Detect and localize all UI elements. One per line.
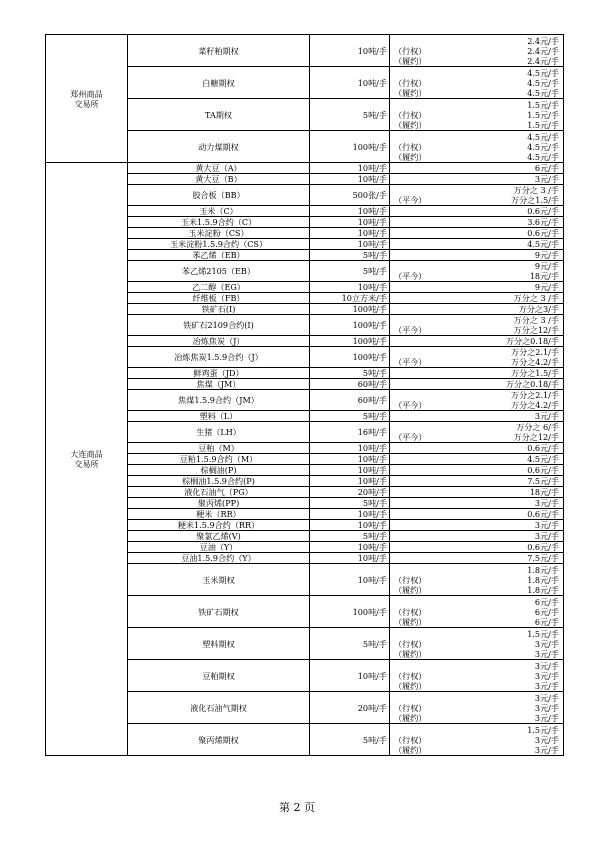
fee-cell xyxy=(390,509,564,520)
fee-value: 3元/手 xyxy=(534,670,559,681)
fee-cell xyxy=(390,35,564,67)
fee-value: 1.5元/手 xyxy=(527,724,559,735)
contract-unit: 60吨/手 xyxy=(310,390,390,411)
product-name: 苯乙烯（EB） xyxy=(128,250,310,261)
product-name: 菜籽粕期权 xyxy=(128,35,310,67)
contract-unit: 10吨/手 xyxy=(310,553,390,564)
fee-line xyxy=(392,575,561,585)
contract-unit: 10吨/手 xyxy=(310,35,390,67)
fee-value: 3元/手 xyxy=(534,520,559,530)
fee-cell xyxy=(390,368,564,379)
contract-unit: 100吨/手 xyxy=(310,347,390,368)
fee-value: 6元/手 xyxy=(534,163,559,173)
fee-line xyxy=(392,56,561,66)
exchange-name-line: 交易所 xyxy=(74,459,99,469)
fee-line xyxy=(392,607,561,617)
product-name: 乙二醇（EG） xyxy=(128,282,310,293)
fee-value: 2.4元/手 xyxy=(527,35,559,46)
fee-cell xyxy=(390,282,564,293)
fee-value: 1.5元/手 xyxy=(527,109,559,120)
fee-value: 万分之 3 /手 xyxy=(513,185,559,195)
fee-value: 3元/手 xyxy=(534,531,559,541)
contract-unit: 100吨/手 xyxy=(310,336,390,347)
fee-line xyxy=(392,185,561,195)
fee-line xyxy=(392,411,561,421)
fee-value: 3元/手 xyxy=(534,734,559,745)
fee-value: 0.6元/手 xyxy=(527,509,559,519)
fee-value: 万分之12/手 xyxy=(513,325,559,335)
fee-value: 7.5元/手 xyxy=(527,476,559,486)
fee-value: 3元/手 xyxy=(534,648,559,659)
fee-cell xyxy=(390,542,564,553)
exchange-name-line: 交易所 xyxy=(74,98,99,109)
fee-value: 3元/手 xyxy=(534,702,559,713)
fee-cell xyxy=(390,174,564,185)
fee-line xyxy=(392,597,561,607)
product-name: 液化石油气（PG） xyxy=(128,487,310,498)
fee-value: 1.8元/手 xyxy=(527,574,559,585)
fee-cell xyxy=(390,239,564,250)
fee-line xyxy=(392,693,561,703)
fee-tag: （行权） xyxy=(394,45,427,56)
fee-tag: （履约） xyxy=(394,680,427,691)
fee-value: 0.6元/手 xyxy=(527,465,559,475)
fee-cell xyxy=(390,465,564,476)
product-name: 豆粕（M） xyxy=(128,443,310,454)
fee-cell xyxy=(390,347,564,368)
fee-value: 万分之12/手 xyxy=(513,432,559,442)
fee-line xyxy=(392,46,561,56)
fee-line xyxy=(392,629,561,639)
fee-line xyxy=(392,432,561,442)
fee-value: 9元/手 xyxy=(534,250,559,260)
fee-tag: （履约） xyxy=(394,151,427,162)
product-name: 黄大豆（A） xyxy=(128,163,310,174)
fee-value: 4.5元/手 xyxy=(527,454,559,464)
fee-value: 6元/手 xyxy=(534,606,559,617)
fee-tag: （平今） xyxy=(394,325,427,335)
fee-value: 3元/手 xyxy=(534,498,559,508)
contract-unit: 20吨/手 xyxy=(310,487,390,498)
fee-line xyxy=(392,681,561,691)
fee-cell xyxy=(390,596,564,628)
fee-line xyxy=(392,132,561,142)
contract-unit: 60吨/手 xyxy=(310,379,390,390)
fee-cell xyxy=(390,724,564,756)
fee-line xyxy=(392,88,561,98)
fee-line xyxy=(392,476,561,486)
fee-line xyxy=(392,142,561,152)
fee-tag: （行权） xyxy=(394,670,427,681)
fee-line xyxy=(392,152,561,162)
fee-tag: （平今） xyxy=(394,195,427,205)
fee-line xyxy=(392,336,561,346)
fee-value: 1.5元/手 xyxy=(527,119,559,130)
fee-tag: （行权） xyxy=(394,606,427,617)
product-name: 胶合板（BB） xyxy=(128,185,310,206)
product-name: 动力煤期权 xyxy=(128,131,310,163)
contract-unit: 10吨/手 xyxy=(310,509,390,520)
fee-value: 9元/手 xyxy=(534,282,559,292)
fee-line xyxy=(392,661,561,671)
contract-unit: 100吨/手 xyxy=(310,131,390,163)
product-name: 焦煤（JM） xyxy=(128,379,310,390)
product-name: 聚丙烯(PP) xyxy=(128,498,310,509)
contract-unit: 5吨/手 xyxy=(310,411,390,422)
fee-value: 3元/手 xyxy=(534,174,559,184)
fee-line xyxy=(392,498,561,508)
fee-tag: （履约） xyxy=(394,119,427,130)
fee-cell xyxy=(390,520,564,531)
fee-line xyxy=(392,304,561,314)
fee-line xyxy=(392,649,561,659)
product-name: 玉米淀粉（CS） xyxy=(128,228,310,239)
fee-line xyxy=(392,100,561,110)
fee-cell xyxy=(390,628,564,660)
fee-value: 18元/手 xyxy=(529,487,559,497)
contract-unit: 10吨/手 xyxy=(310,163,390,174)
exchange-name-line: 大连商品 xyxy=(70,449,103,459)
contract-unit: 5吨/手 xyxy=(310,250,390,261)
fee-value: 万分之4.2/手 xyxy=(511,400,559,410)
fee-tag: （行权） xyxy=(394,734,427,745)
contract-unit: 10吨/手 xyxy=(310,217,390,228)
fee-cell xyxy=(390,261,564,282)
fee-value: 1.5元/手 xyxy=(527,628,559,639)
fee-value: 3元/手 xyxy=(534,712,559,723)
fee-line xyxy=(392,454,561,464)
fee-value: 3元/手 xyxy=(534,411,559,421)
fee-value: 1.8元/手 xyxy=(527,584,559,595)
fee-tag: （行权） xyxy=(394,702,427,713)
fee-cell xyxy=(390,67,564,99)
fee-line xyxy=(392,293,561,303)
fee-value: 1.8元/手 xyxy=(527,564,559,575)
fee-line xyxy=(392,379,561,389)
fee-value: 万分之0.18/手 xyxy=(505,379,559,389)
fee-value: 3元/手 xyxy=(534,744,559,755)
contract-unit: 10吨/手 xyxy=(310,67,390,99)
fee-value: 7.5元/手 xyxy=(527,553,559,563)
fee-value: 0.6元/手 xyxy=(527,542,559,552)
fee-tag: （行权） xyxy=(394,574,427,585)
fee-tag: （履约） xyxy=(394,616,427,627)
contract-unit: 10吨/手 xyxy=(310,660,390,692)
fee-tag: （履约） xyxy=(394,87,427,98)
fee-line xyxy=(392,553,561,563)
fee-tag: （履约） xyxy=(394,55,427,66)
contract-unit: 10吨/手 xyxy=(310,174,390,185)
fee-cell xyxy=(390,564,564,596)
fee-line xyxy=(392,443,561,453)
fee-tag: （平今） xyxy=(394,400,427,410)
contract-unit: 100吨/手 xyxy=(310,304,390,315)
product-name: 鲜鸡蛋（JD） xyxy=(128,368,310,379)
fee-tag: （履约） xyxy=(394,744,427,755)
fee-line xyxy=(392,703,561,713)
product-name: 纤维板（FB） xyxy=(128,293,310,304)
fee-value: 万分之4.2/手 xyxy=(511,357,559,367)
fee-value: 3元/手 xyxy=(534,660,559,671)
fee-line xyxy=(392,735,561,745)
fee-cell xyxy=(390,454,564,465)
product-name: 塑料（L） xyxy=(128,411,310,422)
fee-cell xyxy=(390,206,564,217)
fee-value: 万分之 3 /手 xyxy=(513,315,559,325)
fee-tag: （行权） xyxy=(394,638,427,649)
fee-line xyxy=(392,725,561,735)
fee-line xyxy=(392,163,561,173)
fee-tag: （平今） xyxy=(394,271,427,281)
fee-cell xyxy=(390,163,564,174)
fee-value: 0.6元/手 xyxy=(527,228,559,238)
fee-value: 0.6元/手 xyxy=(527,443,559,453)
fee-tag: （行权） xyxy=(394,141,427,152)
fee-value: 万分之0.18/手 xyxy=(505,336,559,346)
fee-tag: （履约） xyxy=(394,712,427,723)
contract-unit: 10吨/手 xyxy=(310,239,390,250)
fee-line xyxy=(392,174,561,184)
fee-cell xyxy=(390,99,564,131)
contract-unit: 10吨/手 xyxy=(310,206,390,217)
contract-unit: 10吨/手 xyxy=(310,476,390,487)
fee-cell xyxy=(390,217,564,228)
fee-cell xyxy=(390,390,564,411)
fee-line xyxy=(392,206,561,216)
fee-value: 9元/手 xyxy=(534,261,559,271)
product-name: 豆油（Y） xyxy=(128,542,310,553)
fee-cell xyxy=(390,336,564,347)
product-name: 聚氯乙烯(V) xyxy=(128,531,310,542)
fee-value: 万分之 6/手 xyxy=(516,422,559,432)
fee-line xyxy=(392,120,561,130)
fee-line xyxy=(392,531,561,541)
fee-cell xyxy=(390,422,564,443)
product-name: 液化石油气期权 xyxy=(128,692,310,724)
fee-line xyxy=(392,347,561,357)
fee-cell xyxy=(390,498,564,509)
fee-value: 万分之1.5/手 xyxy=(511,195,559,205)
fee-line xyxy=(392,228,561,238)
fee-line xyxy=(392,36,561,46)
fee-value: 4.5元/手 xyxy=(527,141,559,152)
fee-value: 万分之2.1/手 xyxy=(511,390,559,400)
product-name: 棕榈油1.5.9合约(P) xyxy=(128,476,310,487)
exchange-name-line: 郑州商品 xyxy=(70,88,103,99)
contract-unit: 20吨/手 xyxy=(310,692,390,724)
fee-line xyxy=(392,217,561,227)
contract-unit: 5吨/手 xyxy=(310,531,390,542)
product-name: 豆粕期权 xyxy=(128,660,310,692)
fee-line xyxy=(392,78,561,88)
contract-unit: 10吨/手 xyxy=(310,465,390,476)
fee-tag: （平今） xyxy=(394,432,427,442)
fee-value: 3元/手 xyxy=(534,692,559,703)
contract-unit: 5吨/手 xyxy=(310,368,390,379)
product-name: 玉米期权 xyxy=(128,564,310,596)
fee-tag: （履约） xyxy=(394,648,427,659)
product-name: TA期权 xyxy=(128,99,310,131)
fee-line xyxy=(392,68,561,78)
fee-tag: （履约） xyxy=(394,584,427,595)
product-name: 黄大豆（B） xyxy=(128,174,310,185)
fee-cell xyxy=(390,660,564,692)
fee-line xyxy=(392,713,561,723)
fee-value: 4.5元/手 xyxy=(527,131,559,142)
contract-unit: 10吨/手 xyxy=(310,454,390,465)
fee-line xyxy=(392,639,561,649)
fee-cell xyxy=(390,487,564,498)
fee-value: 3.6元/手 xyxy=(527,217,559,227)
fee-value: 4.5元/手 xyxy=(527,67,559,78)
product-name: 苯乙烯2105（EB） xyxy=(128,261,310,282)
fee-line xyxy=(392,271,561,281)
fee-line xyxy=(392,565,561,575)
fee-cell xyxy=(390,379,564,390)
contract-unit: 10吨/手 xyxy=(310,443,390,454)
fee-value: 3元/手 xyxy=(534,680,559,691)
fee-line xyxy=(392,325,561,335)
contract-unit: 500张/手 xyxy=(310,185,390,206)
product-name: 铁矿石(I) xyxy=(128,304,310,315)
fee-line xyxy=(392,110,561,120)
fee-line xyxy=(392,585,561,595)
fee-value: 4.5元/手 xyxy=(527,87,559,98)
contract-unit: 10吨/手 xyxy=(310,228,390,239)
fee-tag: （平今） xyxy=(394,357,427,367)
fee-line xyxy=(392,282,561,292)
fee-line xyxy=(392,617,561,627)
product-name: 白糖期权 xyxy=(128,67,310,99)
product-name: 冶炼焦炭1.5.9合约（J） xyxy=(128,347,310,368)
fee-line xyxy=(392,671,561,681)
fee-value: 2.4元/手 xyxy=(527,55,559,66)
fee-line xyxy=(392,195,561,205)
exchange-name xyxy=(46,35,128,163)
fee-line xyxy=(392,520,561,530)
fee-line xyxy=(392,250,561,260)
contract-unit: 5吨/手 xyxy=(310,261,390,282)
fee-line xyxy=(392,422,561,432)
fee-cell xyxy=(390,185,564,206)
fee-value: 1.5元/手 xyxy=(527,99,559,110)
product-name: 粳米1.5.9合约（RR） xyxy=(128,520,310,531)
product-name: 铁矿石2109合约(I) xyxy=(128,315,310,336)
product-name: 聚丙烯期权 xyxy=(128,724,310,756)
page-number: 第 2 页 xyxy=(279,801,315,814)
product-name: 粳米（RR） xyxy=(128,509,310,520)
product-name: 玉米淀粉1.5.9合约（CS） xyxy=(128,239,310,250)
fee-cell xyxy=(390,443,564,454)
fee-cell xyxy=(390,476,564,487)
fee-cell xyxy=(390,304,564,315)
fee-line xyxy=(392,390,561,400)
fee-value: 6元/手 xyxy=(534,596,559,607)
fee-value: 4.5元/手 xyxy=(527,151,559,162)
fee-line xyxy=(392,745,561,755)
product-name: 玉米（C） xyxy=(128,206,310,217)
product-name: 棕榈油(P) xyxy=(128,465,310,476)
contract-unit: 5吨/手 xyxy=(310,99,390,131)
fee-line xyxy=(392,315,561,325)
contract-unit: 10吨/手 xyxy=(310,282,390,293)
fee-line xyxy=(392,465,561,475)
contract-unit: 10吨/手 xyxy=(310,520,390,531)
fee-cell xyxy=(390,131,564,163)
product-name: 豆粕1.5.9合约（M） xyxy=(128,454,310,465)
fee-value: 万分之 3 /手 xyxy=(513,293,559,303)
fee-tag: （行权） xyxy=(394,77,427,88)
contract-unit: 5吨/手 xyxy=(310,724,390,756)
fee-line xyxy=(392,368,561,378)
fee-value: 18元/手 xyxy=(529,271,559,281)
table-row xyxy=(46,163,564,174)
fee-line xyxy=(392,261,561,271)
contract-unit: 5吨/手 xyxy=(310,498,390,509)
fee-cell xyxy=(390,228,564,239)
contract-unit: 16吨/手 xyxy=(310,422,390,443)
product-name: 豆油1.5.9合约（Y） xyxy=(128,553,310,564)
fee-line xyxy=(392,400,561,410)
fee-cell xyxy=(390,250,564,261)
product-name: 冶炼焦炭（J） xyxy=(128,336,310,347)
exchange-name xyxy=(46,163,128,756)
product-name: 塑料期权 xyxy=(128,628,310,660)
product-name: 生猪（LH） xyxy=(128,422,310,443)
product-name: 玉米1.5.9合约（C） xyxy=(128,217,310,228)
contract-unit: 10吨/手 xyxy=(310,542,390,553)
fee-value: 万分之1.5/手 xyxy=(511,368,559,378)
fee-tag: （行权） xyxy=(394,109,427,120)
fee-table-body xyxy=(46,35,564,756)
fee-value: 万分之2.1/手 xyxy=(511,347,559,357)
fee-line xyxy=(392,357,561,367)
fee-line xyxy=(392,509,561,519)
fee-value: 4.5元/手 xyxy=(527,239,559,249)
fee-line xyxy=(392,487,561,497)
fee-line xyxy=(392,542,561,552)
fee-cell xyxy=(390,315,564,336)
fee-cell xyxy=(390,411,564,422)
fee-cell xyxy=(390,531,564,542)
fee-value: 万分之3/手 xyxy=(518,304,559,314)
contract-unit: 10立方米/手 xyxy=(310,293,390,304)
fee-value: 0.6元/手 xyxy=(527,206,559,216)
fee-value: 6元/手 xyxy=(534,616,559,627)
contract-unit: 100吨/手 xyxy=(310,596,390,628)
product-name: 焦煤1.5.9合约（JM） xyxy=(128,390,310,411)
fee-cell xyxy=(390,692,564,724)
contract-unit: 5吨/手 xyxy=(310,628,390,660)
product-name: 铁矿石期权 xyxy=(128,596,310,628)
fee-table xyxy=(45,34,564,756)
fee-line xyxy=(392,239,561,249)
contract-unit: 100吨/手 xyxy=(310,315,390,336)
table-row xyxy=(46,35,564,67)
fee-value: 3元/手 xyxy=(534,638,559,649)
fee-cell xyxy=(390,553,564,564)
fee-value: 4.5元/手 xyxy=(527,77,559,88)
fee-value: 2.4元/手 xyxy=(527,45,559,56)
contract-unit: 10吨/手 xyxy=(310,564,390,596)
fee-cell xyxy=(390,293,564,304)
